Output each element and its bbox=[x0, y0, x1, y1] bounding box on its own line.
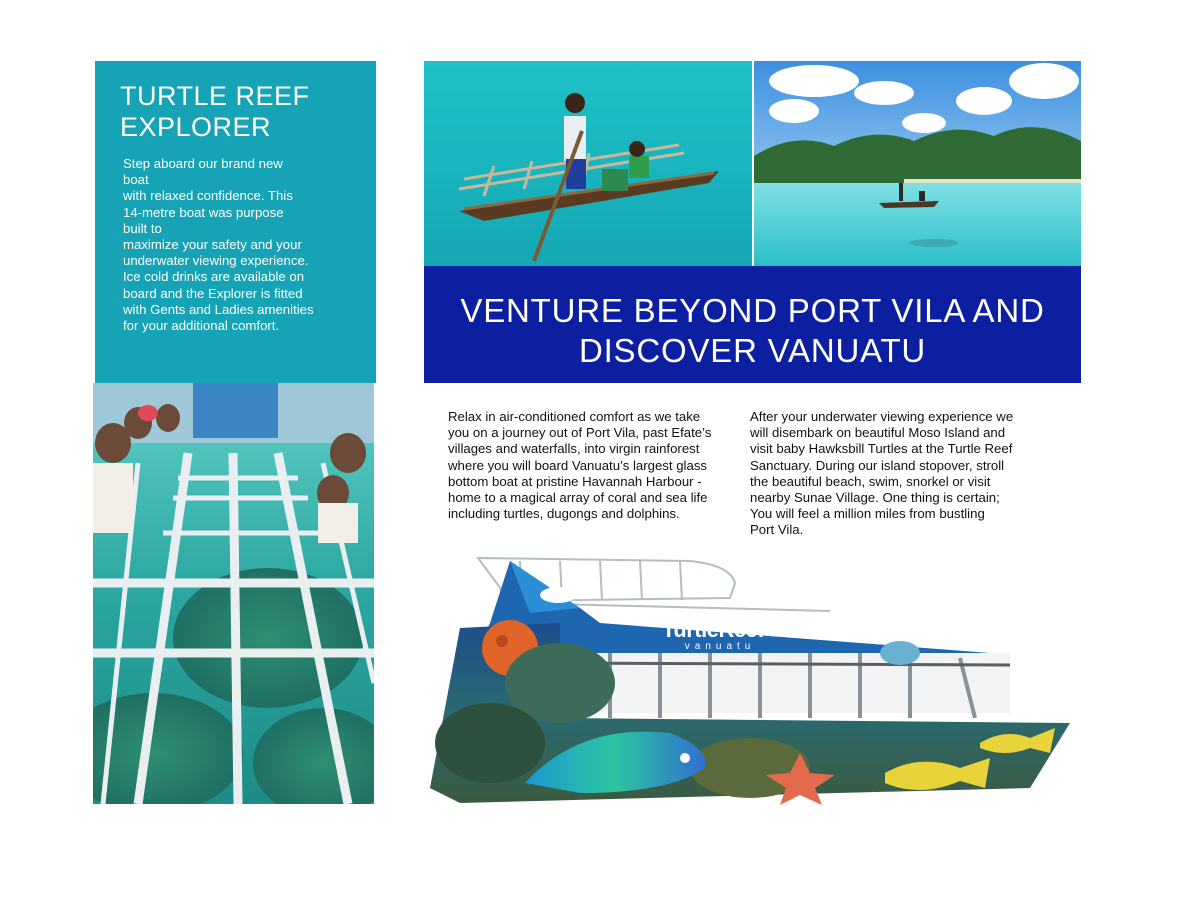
island-photo bbox=[754, 61, 1081, 266]
body-line: You will feel a million miles from bustling bbox=[750, 506, 985, 522]
body-line: Sanctuary. During our island stopover, stroll bbox=[750, 457, 1005, 473]
panel-body-line: maximize your safety and your bbox=[123, 237, 302, 253]
panel-title bbox=[120, 81, 360, 143]
boat-logo bbox=[662, 619, 764, 652]
page-heading-line: VENTURE BEYOND PORT VILA AND bbox=[460, 292, 1045, 329]
body-line: villages and waterfalls, into virgin rainforest bbox=[448, 441, 700, 457]
canoe-photo bbox=[424, 61, 752, 266]
panel-body-line: board and the Explorer is fitted bbox=[123, 285, 303, 301]
info-panel bbox=[95, 61, 376, 383]
glass-floor-illustration bbox=[93, 383, 374, 804]
panel-body-line: underwater viewing experience. bbox=[123, 253, 309, 269]
heading-band bbox=[424, 266, 1081, 383]
panel-body-line: for your additional comfort. bbox=[123, 318, 280, 334]
body-line: where you will board Vanuatu’s largest glass bbox=[448, 457, 708, 473]
body-line: bottom boat at pristine Havannah Harbour - bbox=[448, 473, 702, 489]
panel-body-line: Step aboard our brand new bbox=[123, 156, 283, 171]
page-heading-line: DISCOVER VANUATU bbox=[578, 332, 927, 369]
body-line: home to a magical array of coral and sea life bbox=[448, 490, 708, 506]
turtle-logo-icon bbox=[540, 587, 576, 603]
body-line: you on a journey out of Port Vila, past Efate’s bbox=[448, 425, 712, 441]
panel-body-line: 14-metre boat was purpose bbox=[123, 204, 284, 220]
glass-floor-photo bbox=[93, 383, 374, 804]
panel-title-line: EXPLORER bbox=[120, 112, 272, 142]
boat-subbrand: vanuatu bbox=[684, 641, 756, 652]
page-heading bbox=[424, 291, 1081, 371]
body-line: Port Vila. bbox=[750, 522, 804, 538]
canoe-illustration bbox=[424, 61, 752, 266]
panel-body-line: with Gents and Ladies amenities bbox=[123, 301, 314, 317]
body-line: Relax in air-conditioned comfort as we take bbox=[448, 409, 701, 424]
body-column-left bbox=[448, 409, 733, 522]
body-column-right bbox=[750, 409, 1035, 539]
body-line: nearby Sunae Village. One thing is certain; bbox=[750, 490, 1000, 506]
island-illustration bbox=[754, 61, 1081, 266]
body-line: the beautiful beach, swim, snorkel or visit bbox=[750, 473, 991, 489]
panel-body-line: built to bbox=[123, 220, 162, 236]
boat-illustration bbox=[430, 553, 1070, 805]
panel-body bbox=[123, 156, 338, 334]
panel-title-line: TURTLE REEF bbox=[120, 81, 310, 111]
body-line: visit baby Hawksbill Turtles at the Turtle Reef bbox=[750, 441, 1013, 457]
panel-body-line: with relaxed confidence. This bbox=[123, 188, 293, 204]
body-line: including turtles, dugongs and dolphins. bbox=[448, 506, 680, 522]
panel-body-line: Ice cold drinks are available on bbox=[123, 269, 305, 285]
body-line: After your underwater viewing experience we bbox=[750, 409, 1014, 424]
boat-brand: TurtleReef bbox=[662, 617, 765, 642]
boat-graphic bbox=[430, 553, 1070, 805]
panel-body-line: boat bbox=[123, 172, 149, 188]
body-line: will disembark on beautiful Moso Island and bbox=[750, 425, 1006, 441]
